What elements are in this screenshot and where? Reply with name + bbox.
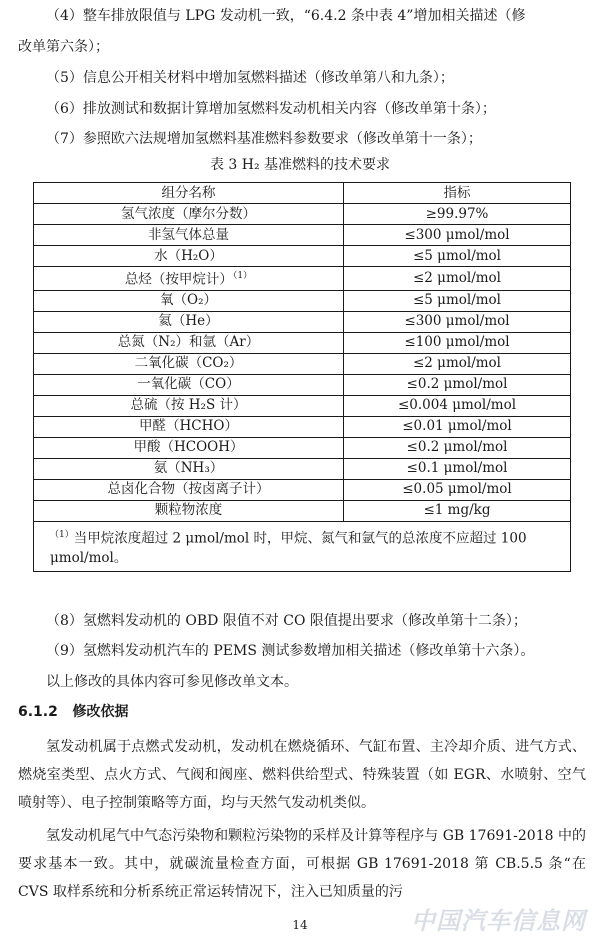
component-name-cell: 氨（NH₃） xyxy=(34,458,344,479)
table-caption: 表 3 H₂ 基准燃料的技术要求 xyxy=(209,157,391,173)
spec-value-cell: ≤2 μmol/mol xyxy=(344,267,571,291)
section-title: 修改依据 xyxy=(72,704,129,720)
h2-spec-table xyxy=(33,182,571,572)
component-name-cell: 二氧化碳（CO₂） xyxy=(34,353,344,374)
component-name-cell: 氧（O₂） xyxy=(34,290,344,311)
table-row xyxy=(34,458,571,479)
intro-item-4b: 改单第六条）； xyxy=(18,39,109,55)
table-row xyxy=(34,225,571,246)
spec-value-cell: ≤1 mg/kg xyxy=(344,500,571,521)
section-heading xyxy=(18,702,129,722)
table-row xyxy=(34,437,571,458)
component-name-cell: 总硫（按 H₂S 计） xyxy=(34,395,344,416)
paragraph-2: 氢发动机尾气中气态污染物和颗粒污染物的采样及计算等程序与 GB 17691-2018 中的要求基本一致。其中，就碳流量检查方面，可根据 GB 17691-2018 第 CB.5.5 条“在 CVS 取样系统和分析系统正常运转情况下，注入已知质量的污 xyxy=(18,828,586,900)
footnote-reference: （1） xyxy=(232,271,253,281)
after-item-8: （8）氢燃料发动机的 OBD 限值不对 CO 限值提出要求（修改单第十二条）； xyxy=(46,613,527,629)
component-name-cell: 一氧化碳（CO） xyxy=(34,374,344,395)
table-row xyxy=(34,479,571,500)
table-row xyxy=(34,311,571,332)
header-component: 组分名称 xyxy=(34,183,344,204)
component-name-cell: 甲酸（HCOOH） xyxy=(34,437,344,458)
intro-item-5: （5）信息公开相关材料中增加氢燃料描述（修改单第八和九条）； xyxy=(46,70,454,86)
table-row xyxy=(34,416,571,437)
spec-value-cell: ≤0.004 μmol/mol xyxy=(344,395,571,416)
table-row xyxy=(34,353,571,374)
spec-value-cell: ≤0.2 μmol/mol xyxy=(344,437,571,458)
after-item-9: （9）氢燃料发动机汽车的 PEMS 测试参数增加相关描述（修改单第十六条）。 xyxy=(46,643,535,659)
spec-value-cell: ≤300 μmol/mol xyxy=(344,311,571,332)
spec-value-cell: ≤2 μmol/mol xyxy=(344,353,571,374)
table-row xyxy=(34,290,571,311)
table-row xyxy=(34,374,571,395)
table-footnote-row xyxy=(34,521,571,572)
component-name-cell: 甲醛（HCHO） xyxy=(34,416,344,437)
header-spec: 指标 xyxy=(344,183,571,204)
table-header-row xyxy=(34,183,571,204)
table-row xyxy=(34,267,571,291)
spec-value-cell: ≤5 μmol/mol xyxy=(344,290,571,311)
spec-value-cell: ≤0.01 μmol/mol xyxy=(344,416,571,437)
component-name-cell: 总卤化合物（按卤离子计） xyxy=(34,479,344,500)
section-number: 6.1.2 xyxy=(18,704,58,720)
summary-line: 以上修改的具体内容可参见修改单文本。 xyxy=(46,674,298,690)
spec-value-cell: ≥99.97% xyxy=(344,204,571,225)
table-body xyxy=(34,204,571,522)
spec-value-cell: ≤0.05 μmol/mol xyxy=(344,479,571,500)
table-row xyxy=(34,246,571,267)
footnote-marker: （1） xyxy=(50,529,74,540)
table-row xyxy=(34,204,571,225)
intro-item-4a: （4）整车排放限值与 LPG 发动机一致，“6.4.2 条中表 4”增加相关描述（修 xyxy=(46,8,526,24)
component-name-cell: 总氮（N₂）和氩（Ar） xyxy=(34,332,344,353)
component-name-cell: 氢气浓度（摩尔分数） xyxy=(34,204,344,225)
table-row xyxy=(34,332,571,353)
component-name-cell: 总烃（按甲烷计）$^{(1)}$ xyxy=(34,267,344,291)
component-name-cell: 氦（He） xyxy=(34,311,344,332)
watermark-logo: 中国汽车信息网 xyxy=(411,907,586,935)
spec-value-cell: ≤5 μmol/mol xyxy=(344,246,571,267)
intro-item-6: （6）排放测试和数据计算增加氢燃料发动机相关内容（修改单第十条）； xyxy=(46,101,496,117)
component-name-cell: 水（H₂O） xyxy=(34,246,344,267)
footnote-text: 当甲烷浓度超过 2 μmol/mol 时，甲烷、氮气和氩气的总浓度不应超过 100 μmol/mol。 xyxy=(50,530,527,566)
spec-value-cell: ≤0.2 μmol/mol xyxy=(344,374,571,395)
spec-value-cell: ≤100 μmol/mol xyxy=(344,332,571,353)
component-name-cell: 非氢气体总量 xyxy=(34,225,344,246)
intro-item-7: （7）参照欧六法规增加氢燃料基准燃料参数要求（修改单第十一条）； xyxy=(46,131,482,147)
page-number: 14 xyxy=(292,918,308,932)
table-row xyxy=(34,395,571,416)
table-row xyxy=(34,500,571,521)
table-footnote xyxy=(34,521,571,572)
spec-value-cell: ≤300 μmol/mol xyxy=(344,225,571,246)
component-name-cell: 颗粒物浓度 xyxy=(34,500,344,521)
paragraph-1: 氢发动机属于点燃式发动机，发动机在燃烧循环、气缸布置、主冷却介质、进气方式、燃烧室类型、点火方式、气阀和阀座、燃料供给型式、特殊装置（如 EGR、水喷射、空气喷射等）、电子控制策略等方面，均与天然气发动机类似。 xyxy=(18,739,586,811)
spec-value-cell: ≤0.1 μmol/mol xyxy=(344,458,571,479)
